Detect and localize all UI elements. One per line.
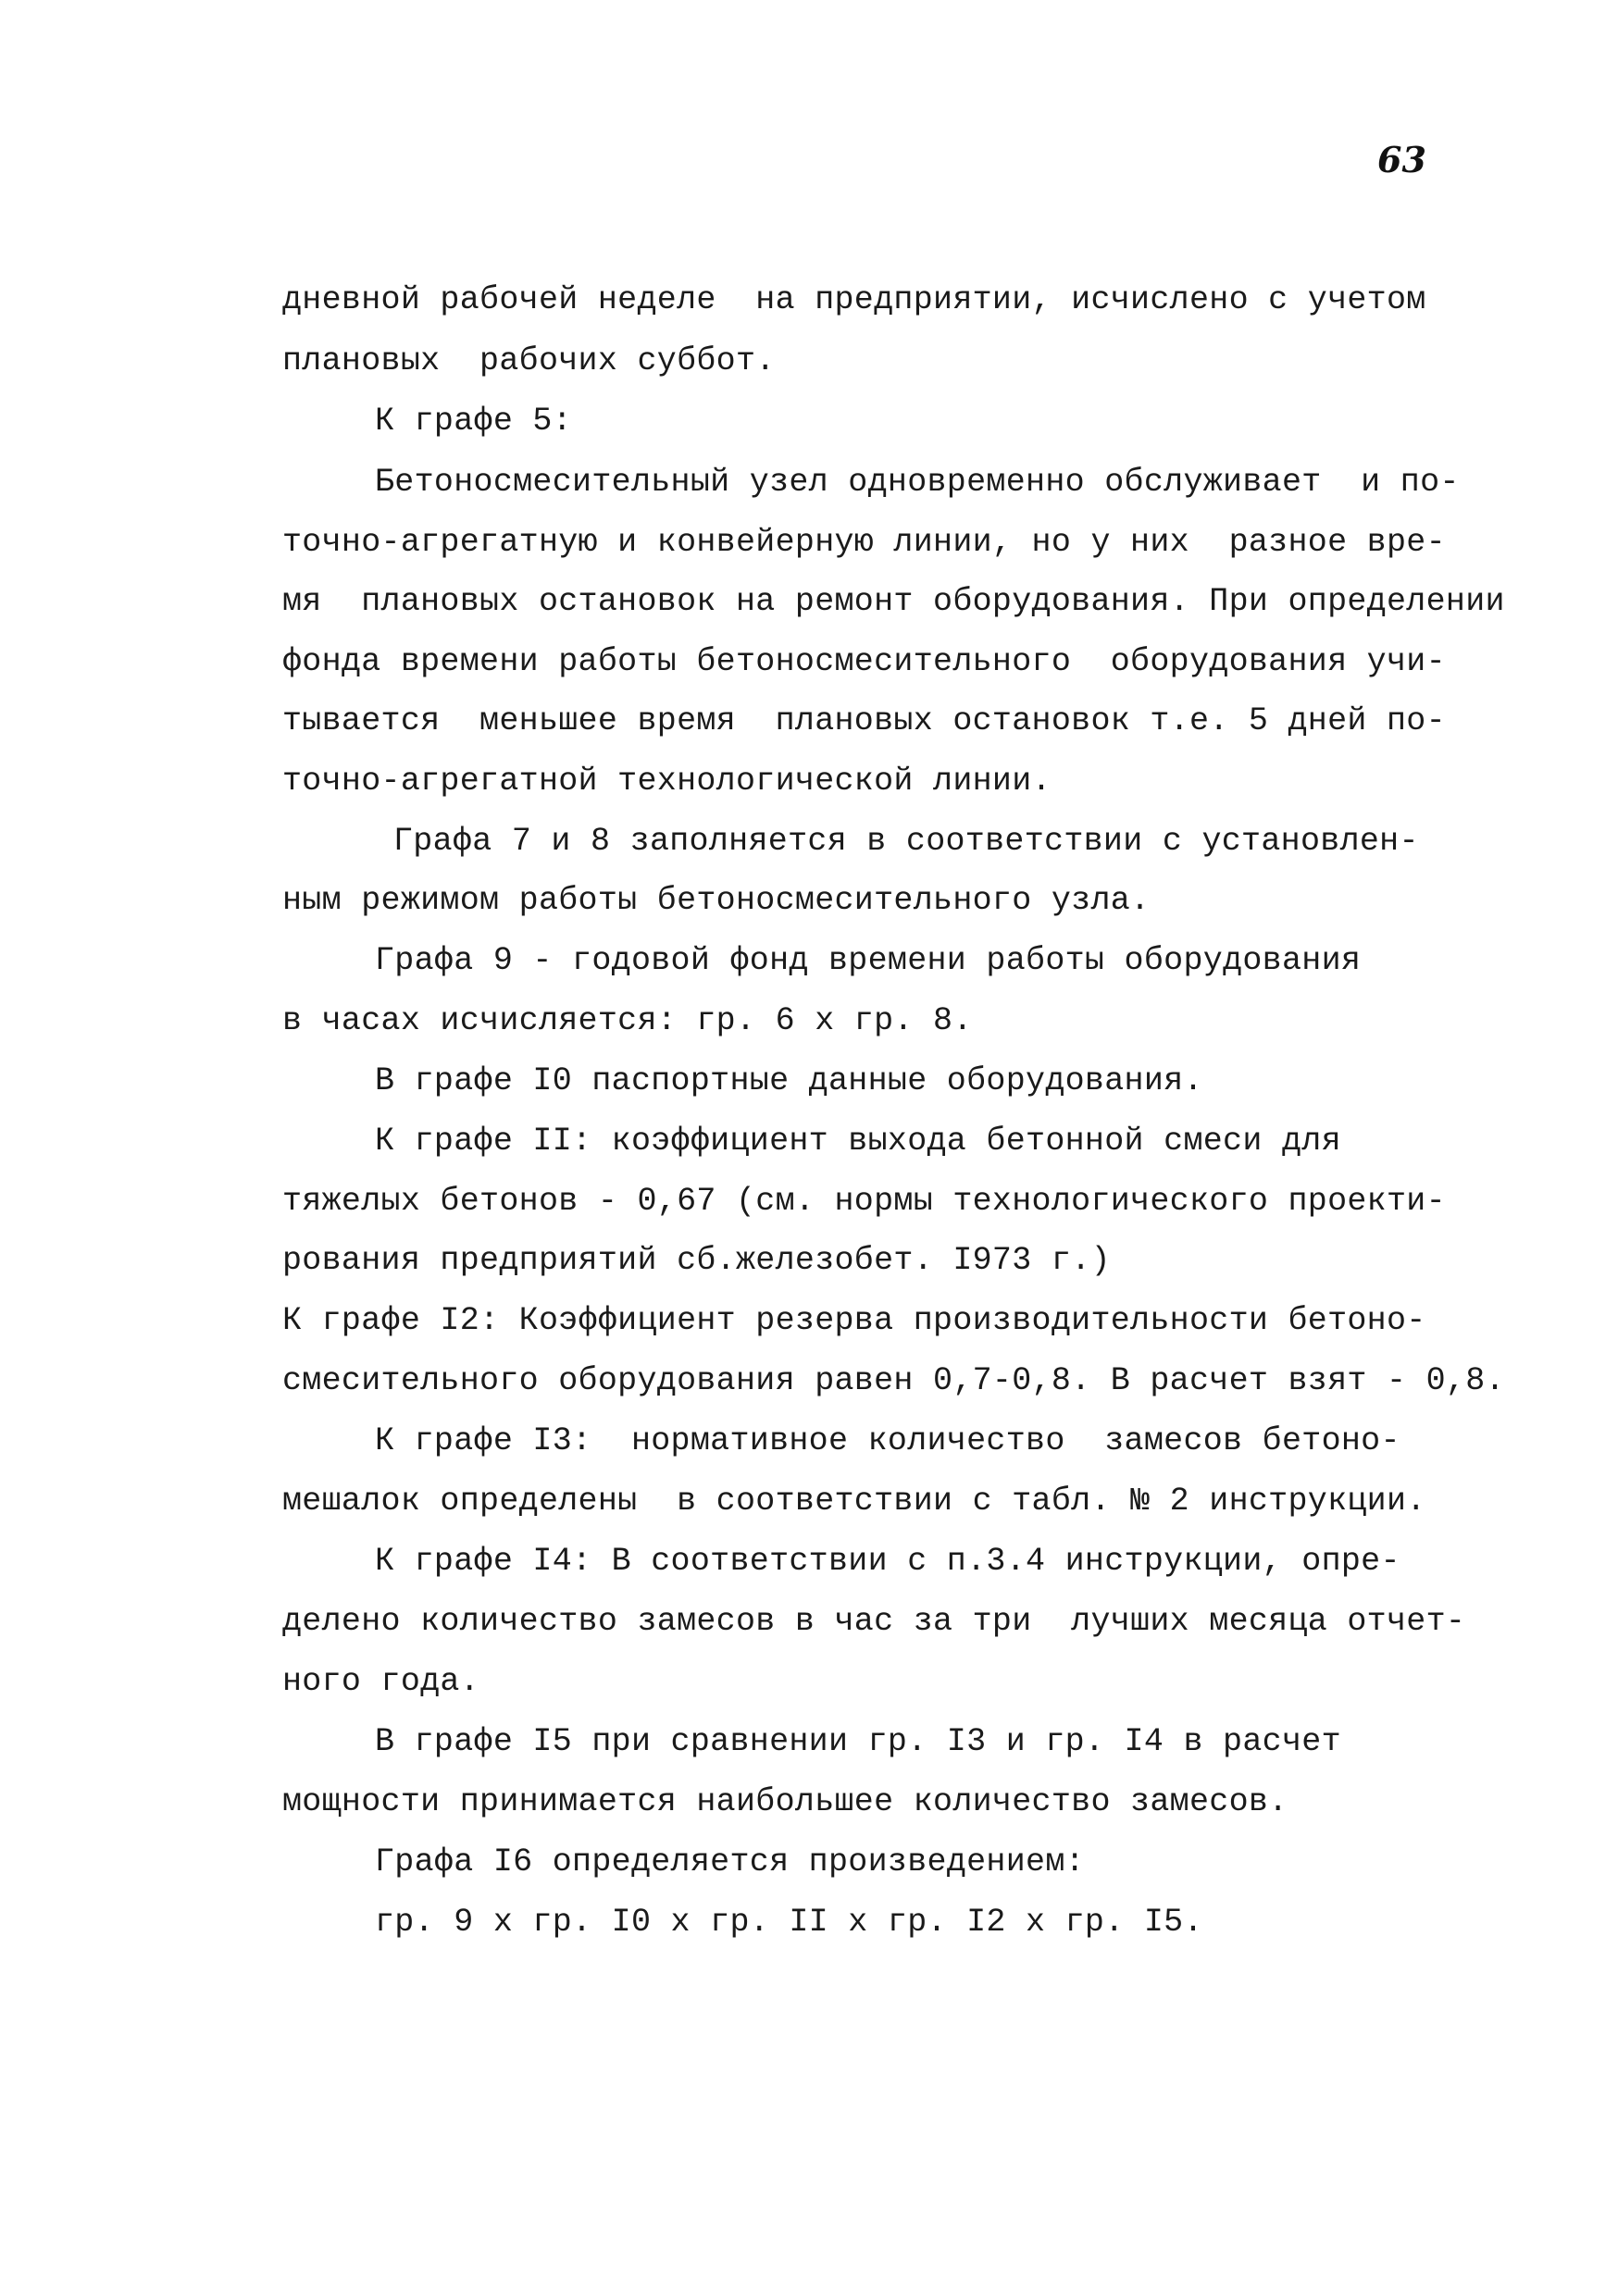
text-line: в часах исчисляется: гр. 6 х гр. 8. — [282, 1002, 973, 1039]
text-line: В графе I5 при сравнении гр. I3 и гр. I4 в расчет — [375, 1723, 1341, 1760]
text-line: точно-агрегатной технологической линии. — [282, 763, 1052, 800]
text-line: К графе 5: — [375, 403, 573, 440]
text-line: фонда времени работы бетоносмесительного оборудования учи- — [282, 643, 1446, 680]
text-line: Графа 7 и 8 заполняется в соответствии с установлен- — [393, 823, 1419, 860]
text-line: К графе I4: В соответствии с п.3.4 инструкции, опре- — [375, 1543, 1400, 1580]
text-line: плановых рабочих суббот. — [282, 342, 776, 379]
text-line: тывается меньшее время плановых остановок т.е. 5 дней по- — [282, 702, 1446, 739]
text-line: тяжелых бетонов - 0,67 (см. нормы технологического проекти- — [282, 1183, 1446, 1220]
text-line: ного года. — [282, 1663, 480, 1700]
text-line: Графа 9 - годовой фонд времени работы оборудования — [375, 942, 1362, 979]
text-line: мощности принимается наибольшее количество замесов. — [282, 1783, 1288, 1820]
text-line: К графе I2: Коэффициент резерва производительности бетоно- — [282, 1302, 1426, 1339]
text-line: В графе I0 паспортные данные оборудования. — [375, 1062, 1203, 1099]
text-line: К графе I3: нормативное количество замесов бетоно- — [375, 1422, 1400, 1459]
text-line: дневной рабочей неделе на предприятии, исчислено с учетом — [282, 281, 1426, 318]
text-line: мя плановых остановок на ремонт оборудования. При определении — [282, 583, 1505, 620]
page-number: 63 — [1377, 139, 1426, 180]
text-line: смесительного оборудования равен 0,7-0,8. В расчет взят - 0,8. — [282, 1362, 1505, 1399]
text-line: точно-агрегатную и конвейерную линии, но у них разное вре- — [282, 524, 1446, 561]
text-line: Бетоносмесительный узел одновременно обслуживает и по- — [375, 464, 1460, 501]
text-line: ным режимом работы бетоносмесительного узла. — [282, 882, 1151, 919]
text-line: рования предприятий сб.железобет. I973 г.) — [282, 1242, 1111, 1279]
text-line: К графе II: коэффициент выхода бетонной смеси для — [375, 1123, 1341, 1160]
text-line: мешалок определены в соответствии с табл. № 2 инструкции. — [282, 1483, 1426, 1520]
text-line: гр. 9 х гр. I0 х гр. II х гр. I2 х гр. I5. — [375, 1904, 1203, 1941]
text-line: делено количество замесов в час за три лучших месяца отчет- — [282, 1603, 1466, 1640]
text-line: Графа I6 определяется произведением: — [375, 1843, 1085, 1880]
